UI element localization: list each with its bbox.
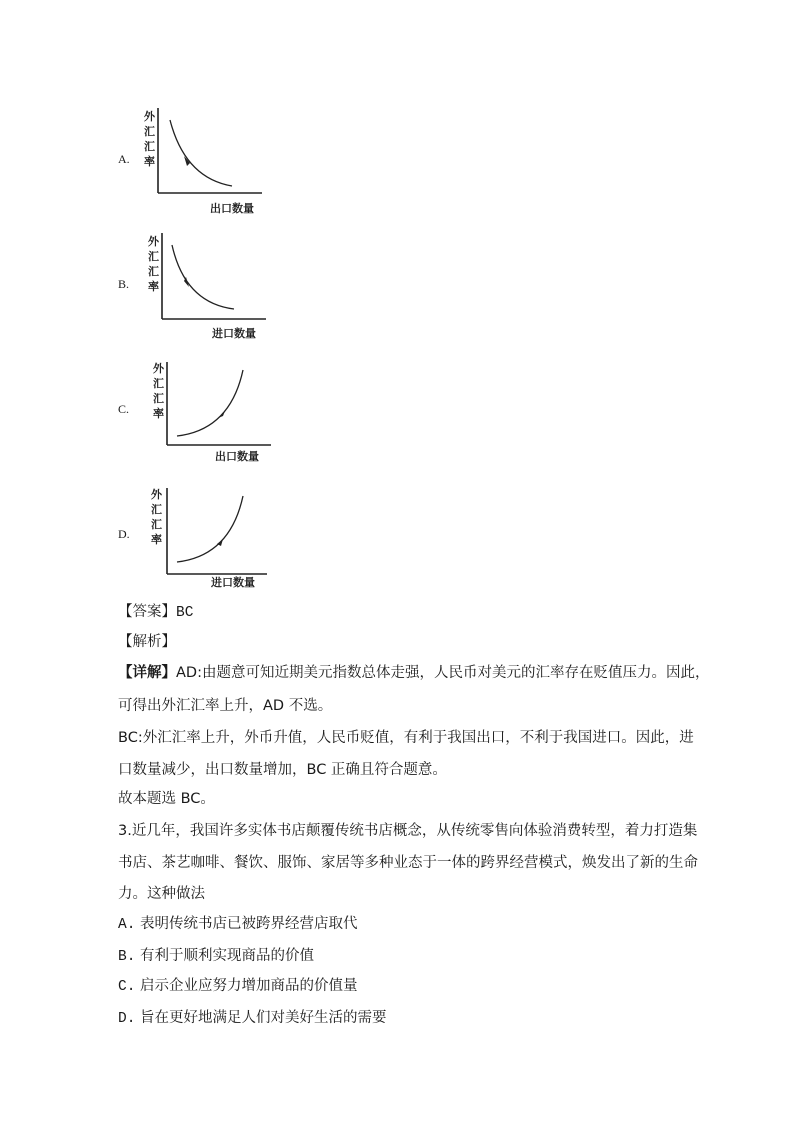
graph-c-xlabel: 出口数量 xyxy=(215,450,259,463)
graph-d-ylabel-1: 外 xyxy=(151,488,162,501)
detail-line-1 xyxy=(118,663,709,683)
question3-option-a xyxy=(118,914,358,935)
graph-c xyxy=(145,360,275,470)
option-d-letter: D. xyxy=(118,527,130,541)
option-text: 启示企业应努力增加商品的价值量 xyxy=(140,978,358,994)
graph-a-curve xyxy=(170,120,232,186)
question3-line-3: 力。这种做法 xyxy=(118,886,205,902)
detail-line-5: 故本题选 BC。 xyxy=(118,791,215,807)
graph-b-curve xyxy=(172,245,234,309)
option-letter: D. xyxy=(118,1011,136,1027)
question3-option-b xyxy=(118,946,314,967)
answer-line xyxy=(118,602,193,623)
option-letter: C. xyxy=(118,979,136,995)
graph-a-xlabel: 出口数量 xyxy=(210,202,254,215)
graph-d-ylabel-2: 汇 xyxy=(151,503,162,516)
graph-b-ylabel-1: 外 xyxy=(148,235,159,248)
question3-option-d xyxy=(118,1008,387,1029)
detail-text-1: AD:由题意可知近期美元指数总体走强，人民币对美元的汇率存在贬值压力。因此， xyxy=(176,665,710,681)
option-a-letter: A. xyxy=(118,152,130,166)
option-letter: A. xyxy=(118,917,136,933)
graph-b-ylabel-4: 率 xyxy=(148,280,159,293)
option-letter: B. xyxy=(118,949,136,965)
detail-line-2: 可得出外汇汇率上升，AD 不选。 xyxy=(118,698,333,714)
detail-tag: 【详解】 xyxy=(118,665,176,681)
analysis-tag: 【解析】 xyxy=(118,634,176,650)
graph-c-ylabel-4: 率 xyxy=(153,407,164,420)
graph-b-xlabel: 进口数量 xyxy=(212,327,256,340)
option-b-letter: B. xyxy=(118,277,130,291)
graph-d-ylabel-3: 汇 xyxy=(151,518,162,531)
graph-b-ylabel-3: 汇 xyxy=(148,265,159,278)
answer-tag: 【答案】 xyxy=(118,604,176,620)
graph-c-ylabel-2: 汇 xyxy=(153,377,164,390)
graph-d xyxy=(145,486,275,596)
option-text: 旨在更好地满足人们对美好生活的需要 xyxy=(140,1010,387,1026)
graph-a-ylabel-1: 外 xyxy=(144,110,155,123)
option-text: 表明传统书店已被跨界经营店取代 xyxy=(140,916,358,932)
graph-a-ylabel-3: 汇 xyxy=(144,140,155,153)
detail-line-4: 口数量减少，出口数量增加，BC 正确且符合题意。 xyxy=(118,762,447,778)
graph-d-ylabel-4: 率 xyxy=(151,533,162,546)
graph-c-ylabel-1: 外 xyxy=(153,362,164,375)
option-text: 有利于顺利实现商品的价值 xyxy=(140,948,315,964)
question3-line-1: 3.近几年，我国许多实体书店颠覆传统书店概念，从传统零售向体验消费转型，着力打造集 xyxy=(118,823,698,839)
graph-a-ylabel-2: 汇 xyxy=(144,125,155,138)
graph-c-curve xyxy=(177,370,243,436)
graph-b xyxy=(140,233,270,343)
answer-value: BC xyxy=(176,605,194,621)
graph-b-ylabel-2: 汇 xyxy=(148,250,159,263)
graph-d-curve xyxy=(177,496,243,562)
graph-c-ylabel-3: 汇 xyxy=(153,392,164,405)
detail-line-3: BC:外汇汇率上升，外币升值，人民币贬值，有利于我国出口，不利于我国进口。因此，进 xyxy=(118,730,694,746)
question3-line-2: 书店、茶艺咖啡、餐饮、服饰、家居等多种业态于一体的跨界经营模式，焕发出了新的生命 xyxy=(118,855,698,871)
graph-a-ylabel-4: 率 xyxy=(144,155,155,168)
graph-d-xlabel: 进口数量 xyxy=(211,576,255,589)
option-c-letter: C. xyxy=(118,402,130,416)
graph-a xyxy=(140,108,270,218)
question3-option-c xyxy=(118,976,358,997)
